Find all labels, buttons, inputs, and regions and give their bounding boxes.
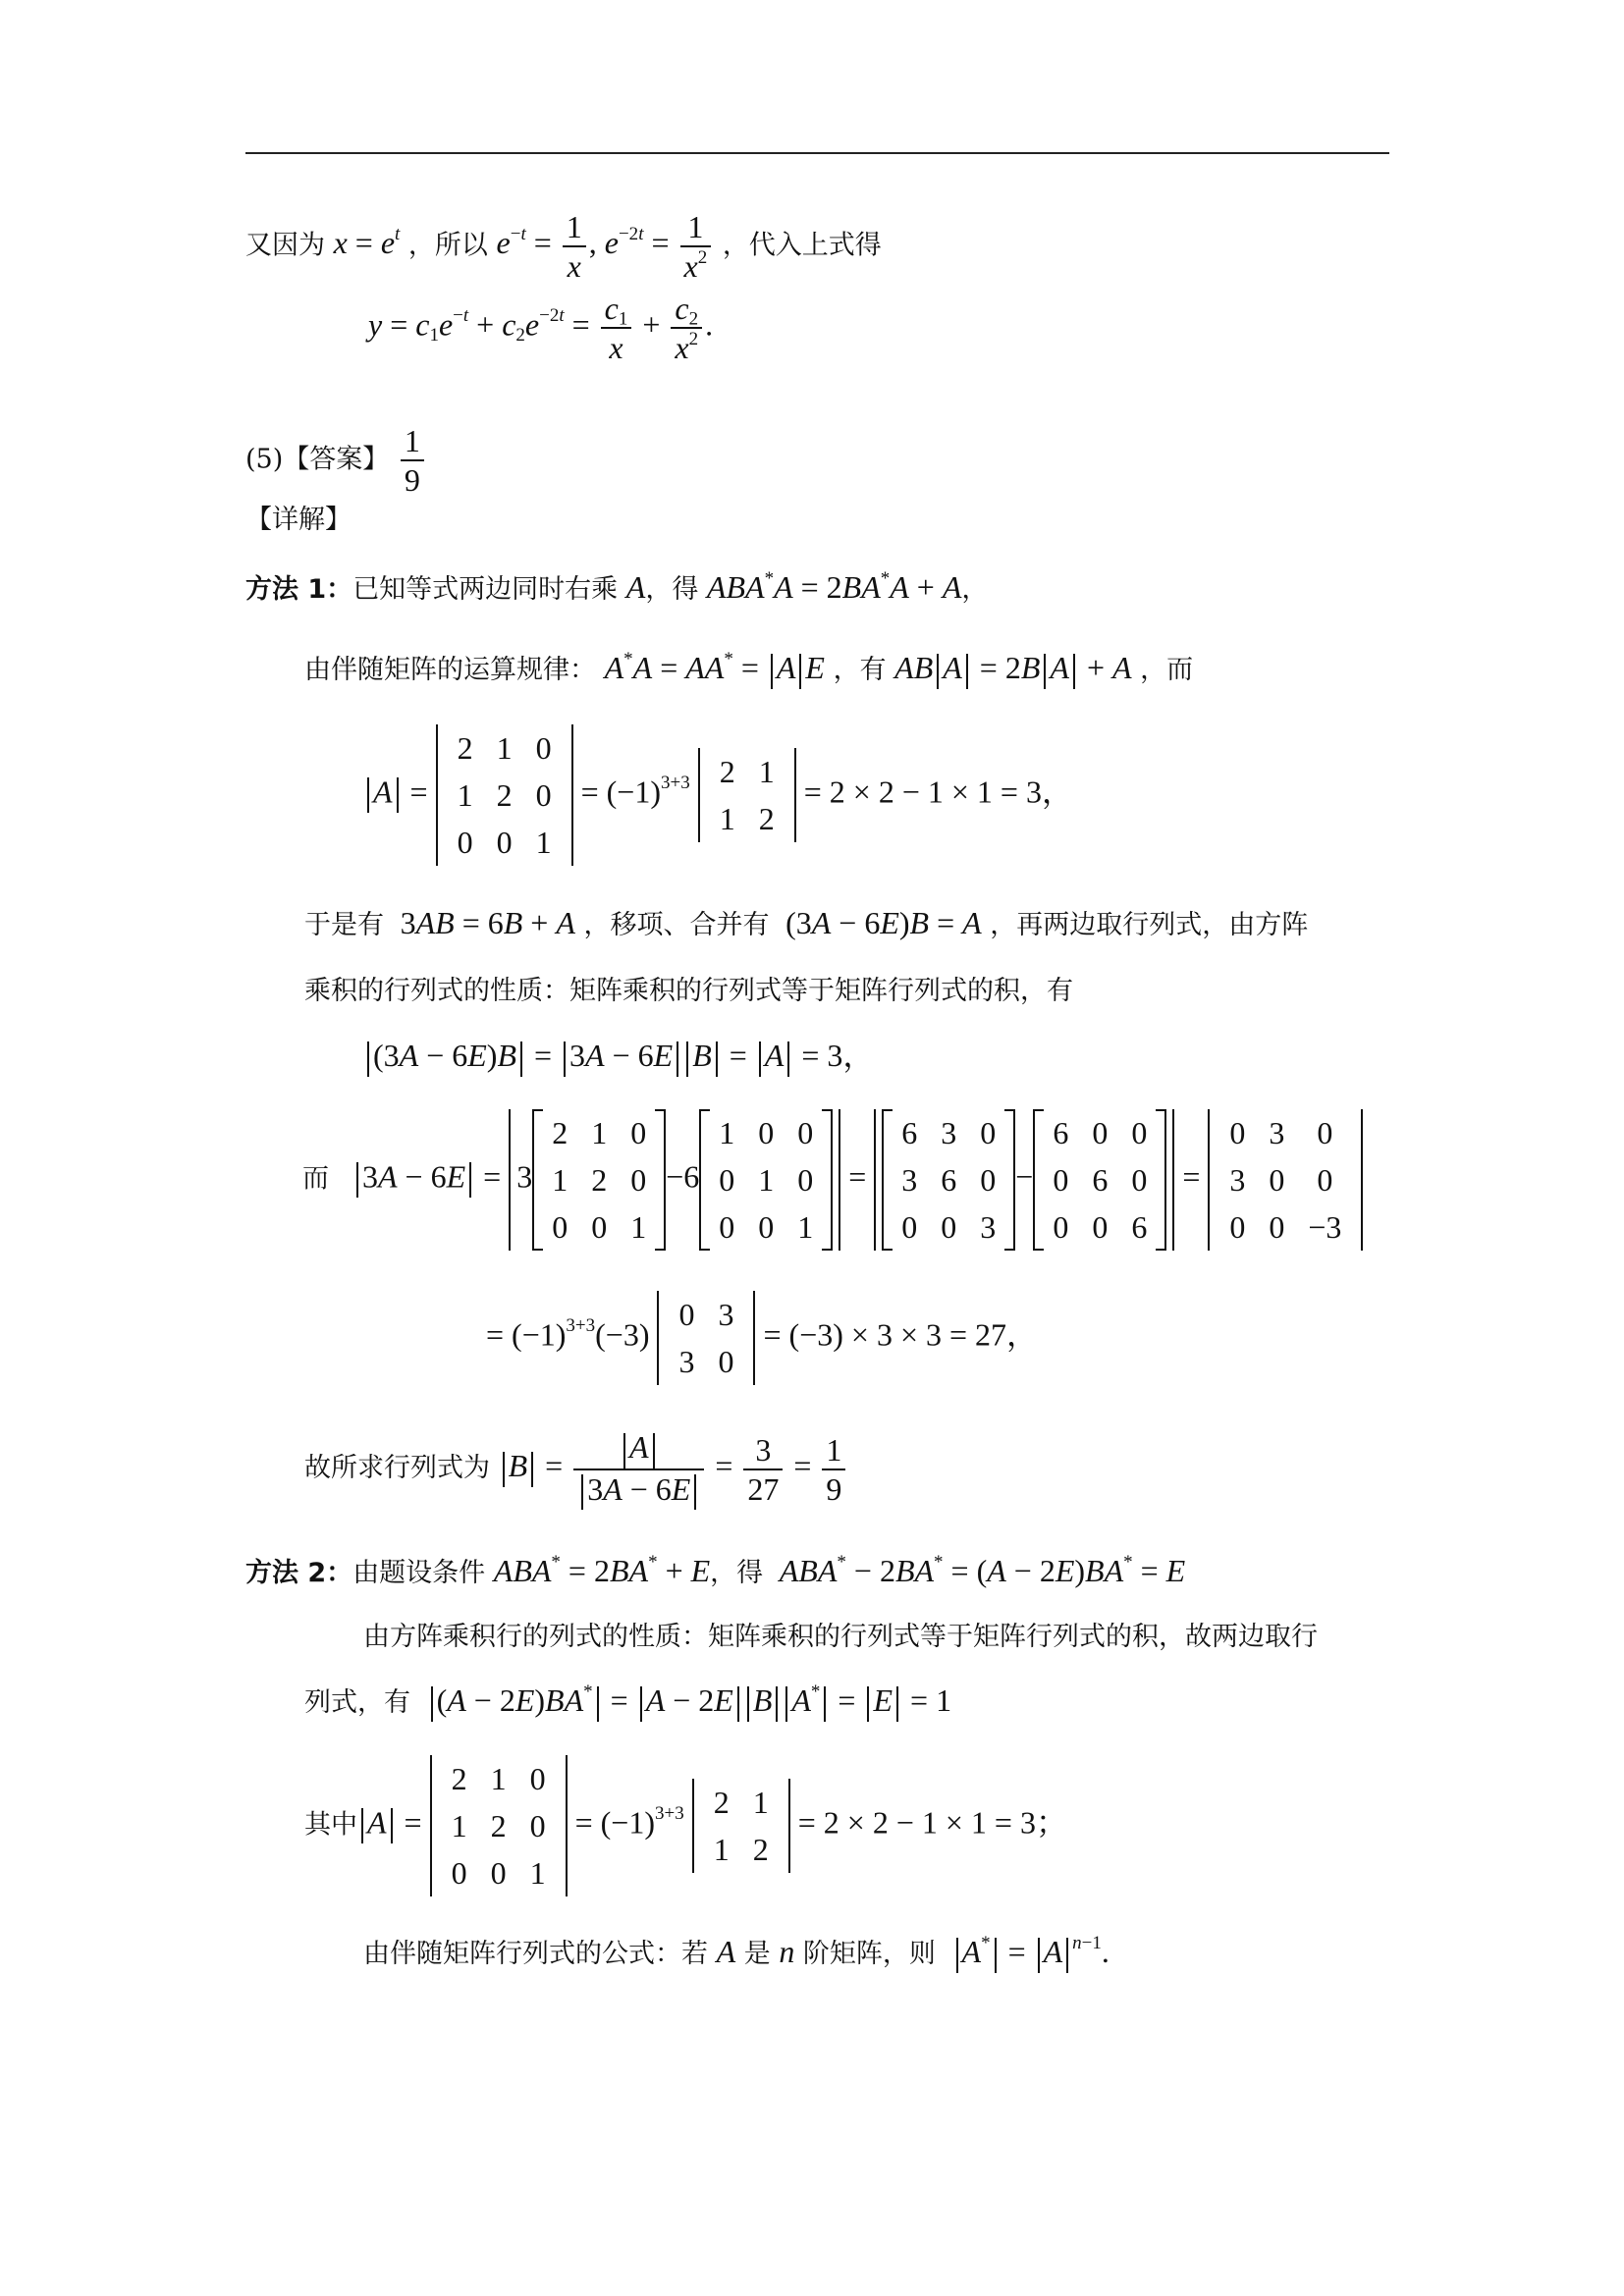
text: 阶矩阵，则 bbox=[802, 1939, 936, 1969]
det-matrix-A-2: 2 1 0 1 2 0 0 0 1 bbox=[430, 1755, 568, 1896]
text: ，所以 bbox=[407, 230, 488, 261]
det-value: = (−3) × 3 × 3 = 27 bbox=[763, 1316, 1007, 1353]
det-minor-A: 2 1 1 2 bbox=[698, 748, 796, 842]
formula-e-minus-t: $e^{-t}$ = $\frac{1}{x}$ , $e^{-2t}$ = $\frac{1}{x^2}$ bbox=[497, 225, 715, 260]
text: ，移项、合并有 bbox=[583, 910, 770, 940]
det-matrix-diff: 0 3 0 3 0 0 0 0 −3 bbox=[1208, 1109, 1363, 1251]
text: 又因为 bbox=[245, 230, 325, 261]
det-bracket-1: 3 2 1 0 1 2 0 0 0 1 −6 1 0 0 0 1 0 0 0 1 bbox=[509, 1109, 840, 1251]
general-solution: $y = c_1e^{-t} + c_2e^{-2t}$ = $\frac{c_1}{x}$ + $\frac{c_2}{x^2}$ . bbox=[368, 291, 714, 365]
method1-line: 方法 1：已知等式两边同时右乘 A，得 ABA*A = 2BA*A + A， bbox=[245, 567, 989, 605]
substitution-line bbox=[245, 208, 882, 285]
text: 【详解】 bbox=[245, 505, 352, 535]
text: ，再两边取行列式，由方阵 bbox=[990, 910, 1309, 940]
text: 由题设条件 bbox=[352, 1558, 486, 1588]
formula: 3AB = 6B + A bbox=[392, 905, 575, 940]
text: 故所求行列式为 bbox=[304, 1453, 490, 1483]
method2-label: 方法 2： bbox=[245, 1558, 353, 1588]
matrix-A: 2 1 0 1 2 0 0 0 1 bbox=[532, 1109, 666, 1251]
method2-prop-line2 bbox=[304, 1681, 951, 1723]
det-value: = 2 × 2 − 1 × 1 = 3 bbox=[803, 774, 1042, 810]
text: 由方阵乘积行的列式的性质：矩阵乘积的行列式等于矩阵行列式的积，故两边取行 bbox=[363, 1622, 1318, 1652]
text: ，得 bbox=[645, 574, 699, 605]
formula: ABA* − 2BA* = (A − 2E)BA* = E bbox=[779, 1551, 1186, 1588]
text: 已知等式两边同时右乘 bbox=[352, 574, 619, 605]
formula: (3A − 6E)B = A bbox=[778, 905, 982, 940]
answer-label: (5)【答案】 bbox=[245, 444, 390, 475]
det-minor-A-2: 2 1 1 2 bbox=[692, 1779, 790, 1873]
text: 由伴随矩阵行列式的公式：若 bbox=[363, 1939, 708, 1969]
formula: (A − 2E)BA* = A − 2E B A* = E = 1 bbox=[419, 1682, 951, 1718]
matrix-3A: 6 3 0 3 6 0 0 0 3 bbox=[882, 1109, 1015, 1251]
det-value: = 2 × 2 − 1 × 1 = 3 bbox=[797, 1804, 1036, 1841]
text: 乘积的行列式的性质：矩阵乘积的行列式等于矩阵行列式的积，有 bbox=[304, 976, 1073, 1006]
text: 而 bbox=[302, 1163, 329, 1195]
text: ，有 bbox=[833, 655, 887, 685]
method2-prop-line1 bbox=[363, 1618, 1318, 1657]
method2-line bbox=[245, 1551, 1185, 1593]
formula: A* = A $^{n-1}$. bbox=[945, 1934, 1110, 1969]
det-product-line: (3A − 6E)B = 3A − 6E B = A = 3， bbox=[363, 1036, 874, 1077]
text: 于是有 bbox=[304, 910, 384, 940]
detail-label bbox=[245, 501, 352, 540]
det-minor-diff: 0 3 3 0 bbox=[657, 1291, 755, 1385]
header-rule bbox=[245, 152, 1389, 154]
so-have-line bbox=[304, 903, 1308, 945]
text: 其中 bbox=[304, 1809, 357, 1841]
formula-x-et: $x = e^t$ bbox=[333, 224, 401, 261]
formula: ABA*A = 2BA*A + A bbox=[706, 567, 962, 605]
formula: AB A = 2B A + A bbox=[894, 650, 1131, 685]
text: 由伴随矩阵的运算规律： bbox=[304, 655, 596, 685]
det-3A-6E-line: 而 3A − 6E = 3 2 1 0 1 2 0 0 0 1 −6 1 0 0 0 1 0 0 0 1 = 6 3 0 3 6 0 0 0 3 − 6 0 0 0 6 0 0 0 6 = 0 3 0 3 0 0 0 0 −3 bbox=[302, 1109, 1363, 1251]
result-line bbox=[304, 1428, 848, 1510]
text: ，得 bbox=[710, 1558, 764, 1588]
text: 是 bbox=[743, 1939, 771, 1969]
det-A-line: A = 2 1 0 1 2 0 0 0 1 = $(-1)^{3+3}$ 2 1 1 2 = 2 × 2 − 1 × 1 = 3， bbox=[363, 724, 1073, 866]
text: 列式，有 bbox=[304, 1687, 410, 1718]
answer-line bbox=[245, 422, 427, 499]
adj-formula-line: 由伴随矩阵行列式的公式：若 A 是 n 阶矩阵，则 A* = A $^{n-1}$. bbox=[363, 1932, 1110, 1974]
matrix-E: 1 0 0 0 1 0 0 0 1 bbox=[699, 1109, 833, 1251]
text: ，而 bbox=[1140, 655, 1194, 685]
formula: A*A = AA* = A E bbox=[605, 650, 825, 685]
det-matrix-A: 2 1 0 1 2 0 0 0 1 bbox=[436, 724, 573, 866]
det-diff-expansion: = $(-1)^{3+3}(-3)$ 0 3 3 0 = (−3) × 3 × 3 = 27， bbox=[486, 1291, 1038, 1385]
formula-B: B = $\frac{A}{3A - 6E}$ = $\frac{3}{27}$ = $\frac{1}{9}$ bbox=[499, 1448, 849, 1483]
adj-rule-line bbox=[304, 648, 1193, 690]
det-bracket-2: 6 3 0 3 6 0 0 0 3 − 6 0 0 0 6 0 0 0 6 bbox=[874, 1109, 1174, 1251]
product-prop-line bbox=[304, 972, 1073, 1011]
det-A-line-2: 其中 A = 2 1 0 1 2 0 0 0 1 = $(-1)^{3+3}$ 2 1 1 2 = 2 × 2 − 1 × 1 = 3； bbox=[304, 1755, 1067, 1896]
method1-label: 方法 1： bbox=[245, 574, 353, 605]
formula: ABA* = 2BA* + E bbox=[493, 1551, 711, 1588]
answer-fraction: $\frac{1}{9}$ bbox=[401, 422, 424, 499]
text: ，代入上式得 bbox=[722, 230, 882, 261]
matrix-6E: 6 0 0 0 6 0 0 0 6 bbox=[1033, 1109, 1166, 1251]
